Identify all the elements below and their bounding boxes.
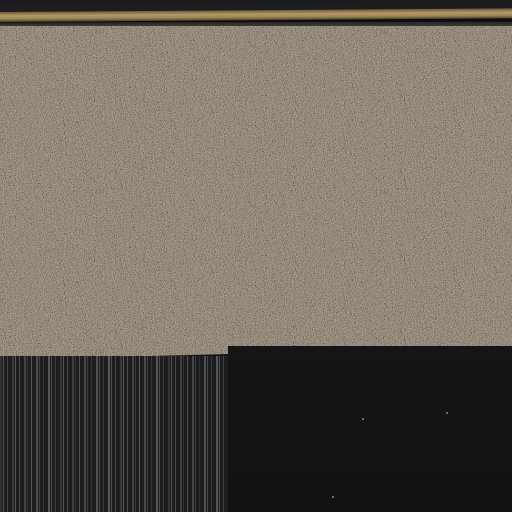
bar-line: [99, 356, 100, 512]
bar-line: [204, 356, 206, 512]
bar-line: [183, 356, 184, 512]
bar-line: [75, 356, 76, 512]
bar-line: [84, 356, 86, 512]
bar-line: [120, 356, 122, 512]
bar-line: [103, 356, 104, 512]
bar-line: [72, 356, 74, 512]
bar-line: [168, 356, 170, 512]
vertical-bar-pattern: [0, 356, 230, 512]
bar-line: [115, 356, 116, 512]
bar-line: [67, 356, 68, 512]
bar-line: [63, 356, 64, 512]
bar-line: [27, 356, 28, 512]
bar-line: [36, 356, 38, 512]
bar-line: [159, 356, 160, 512]
bar-line: [0, 356, 2, 512]
bar-line: [111, 356, 112, 512]
bar-line: [151, 356, 152, 512]
bar-line: [171, 356, 172, 512]
bar-line: [223, 356, 224, 512]
bar-line: [207, 356, 208, 512]
bar-line: [87, 356, 88, 512]
bar-line: [7, 356, 8, 512]
bar-line: [127, 356, 128, 512]
bar-line: [163, 356, 164, 512]
static-noise-texture: [0, 26, 512, 360]
bar-line: [216, 356, 218, 512]
black-screen-region: [228, 346, 512, 512]
bar-line: [187, 356, 188, 512]
bar-line: [219, 356, 220, 512]
dust-speck: [446, 412, 448, 414]
bar-line: [31, 356, 32, 512]
bar-line: [195, 356, 196, 512]
bar-line: [139, 356, 140, 512]
bar-line: [211, 356, 212, 512]
bar-line: [12, 356, 14, 512]
bar-line: [108, 356, 110, 512]
bar-line: [55, 356, 56, 512]
bar-line: [24, 356, 26, 512]
bar-line: [60, 356, 62, 512]
bar-line: [175, 356, 176, 512]
dust-speck: [332, 496, 334, 498]
bar-line: [48, 356, 50, 512]
bar-line: [19, 356, 20, 512]
bar-line: [3, 356, 4, 512]
bar-line: [15, 356, 16, 512]
bar-line: [135, 356, 136, 512]
dust-speck: [362, 418, 364, 420]
bar-lines: [0, 356, 230, 512]
bar-line: [156, 356, 158, 512]
bar-line: [180, 356, 182, 512]
tv-static-noise: [0, 26, 512, 360]
bar-line: [79, 356, 80, 512]
bar-line: [132, 356, 134, 512]
bar-line: [192, 356, 194, 512]
bar-line: [51, 356, 52, 512]
bar-line: [144, 356, 146, 512]
bar-line: [39, 356, 40, 512]
bar-line: [91, 356, 92, 512]
bar-line: [123, 356, 124, 512]
bar-line: [43, 356, 44, 512]
bar-line: [199, 356, 200, 512]
bar-line: [147, 356, 148, 512]
bar-line: [96, 356, 98, 512]
